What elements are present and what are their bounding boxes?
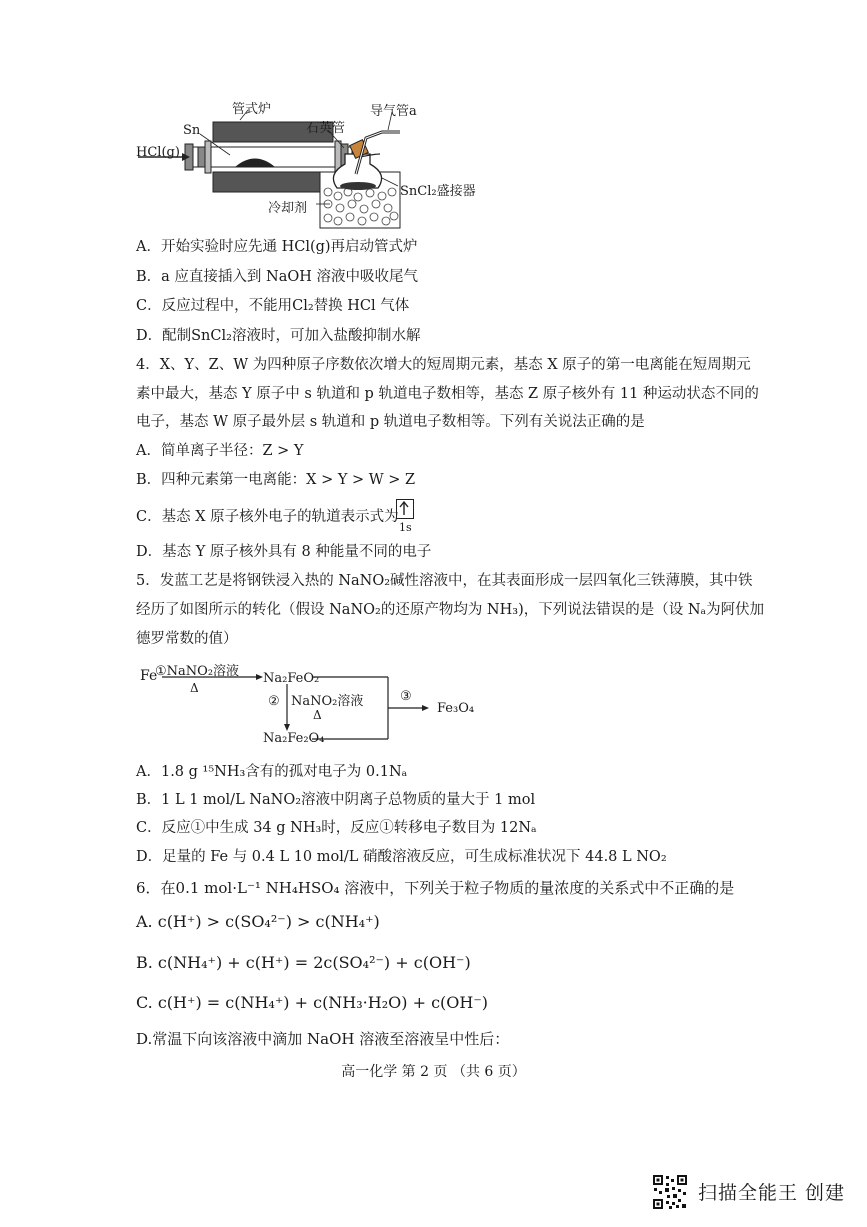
flow-na2fe2o4: Na₂Fe₂O₄: [263, 731, 325, 746]
flow-step3: ③: [400, 689, 412, 704]
flow-fe: Fe: [140, 668, 158, 684]
q5-option-c: C．反应①中生成 34 g NH₃时，反应①转移电子数目为 12Nₐ: [136, 820, 537, 836]
q5-option-b: B．1 L 1 mol/L NaNO₂溶液中阴离子总物质的量大于 1 mol: [136, 792, 536, 808]
q6-option-c: C. c(H⁺) = c(NH₄⁺) + c(NH₃·H₂O) + c(OH⁻): [136, 993, 489, 1012]
flow-na2feo2: Na₂FeO₂: [263, 671, 320, 686]
label-furnace: 管式炉: [232, 102, 272, 117]
q5-option-d: D．足量的 Fe 与 0.4 L 10 mol/L 硝酸溶液反应，可生成标准状况下 44.8 L NO₂: [136, 849, 667, 865]
qr-code-icon: [652, 1174, 688, 1210]
q4-option-b: B．四种元素第一电离能：X > Y > W > Z: [136, 472, 416, 488]
q5-stem-line1: 5．发蓝工艺是将钢铁浸入热的 NaNO₂碱性溶液中，在其表面形成一层四氧化三铁薄膜，其中铁: [136, 573, 753, 589]
q4-stem-line2: 素中最大，基态 Y 原子中 s 轨道和 p 轨道电子数相等，基态 Z 原子核外有 11 种运动状态不同的: [136, 386, 759, 402]
q3-option-b: B．a 应直接插入到 NaOH 溶液中吸收尾气: [136, 269, 418, 285]
furnace-bottom-block: [213, 172, 333, 192]
label-receiver: SnCl₂盛接器: [400, 184, 476, 199]
q5-stem-line3: 德罗常数的值）: [136, 631, 238, 647]
q4-option-d: D．基态 Y 原子核外具有 8 种能量不同的电子: [136, 544, 432, 560]
flow-step1: ①NaNO₂溶液: [155, 664, 240, 679]
q3-option-c: C．反应过程中，不能用Cl₂替换 HCl 气体: [136, 298, 410, 314]
apparatus-diagram: [130, 92, 510, 232]
flow-delta-1: Δ: [190, 681, 199, 695]
label-hcl: HCl(g): [136, 145, 180, 160]
up-arrow-icon: [398, 500, 410, 516]
flow-fe3o4: Fe₃O₄: [437, 701, 475, 716]
label-quartz-tube: 石英管: [306, 121, 346, 136]
q6-stem: 6．在0.1 mol·L⁻¹ NH₄HSO₄ 溶液中，下列关于粒子物质的量浓度的关系式中不正确的是: [136, 879, 735, 897]
label-gas-tube-a: 导气管a: [370, 104, 417, 119]
q6-option-a: A. c(H⁺) > c(SO₄²⁻) > c(NH₄⁺): [136, 912, 380, 931]
camscanner-watermark: [650, 1172, 860, 1212]
q4-option-a: A．简单离子半径：Z > Y: [136, 443, 304, 459]
label-sn: Sn: [183, 123, 201, 138]
label-coolant: 冷却剂: [268, 201, 308, 216]
flow-step2-reagent: NaNO₂溶液: [291, 694, 364, 709]
page-footer: 高一化学 第 2 页 （共 6 页）: [341, 1064, 526, 1080]
flow-step2: ②: [268, 694, 280, 709]
q6-option-d: D.常温下向该溶液中滴加 NaOH 溶液至溶液呈中性后：: [136, 1030, 510, 1048]
flow-delta-2: Δ: [313, 708, 322, 722]
q3-option-d: D．配制SnCl₂溶液时，可加入盐酸抑制水解: [136, 328, 421, 344]
q4-stem-line3: 电子，基态 W 原子最外层 s 轨道和 p 轨道电子数相等。下列有关说法正确的是: [136, 414, 645, 430]
q3-option-a: A．开始实验时应先通 HCl(g)再启动管式炉: [136, 239, 418, 255]
q5-stem-line2: 经历了如图所示的转化（假设 NaNO₂的还原产物均为 NH₃)，下列说法错误的是（设 Nₐ为阿伏加: [136, 602, 765, 618]
camscanner-text: 扫描全能王 创建: [698, 1182, 846, 1204]
q4-stem-line1: 4．X、Y、Z、W 为四种原子序数依次增大的短周期元素，基态 X 原子的第一电离能在短周期元: [136, 357, 751, 373]
orbital-label-1s: 1s: [399, 521, 412, 534]
q5-option-a: A．1.8 g ¹⁵NH₃含有的孤对电子为 0.1Nₐ: [136, 764, 408, 780]
q4-option-c: C．基态 X 原子核外电子的轨道表示式为: [136, 509, 399, 525]
q6-option-b: B. c(NH₄⁺) + c(H⁺) = 2c(SO₄²⁻) + c(OH⁻): [136, 953, 471, 972]
